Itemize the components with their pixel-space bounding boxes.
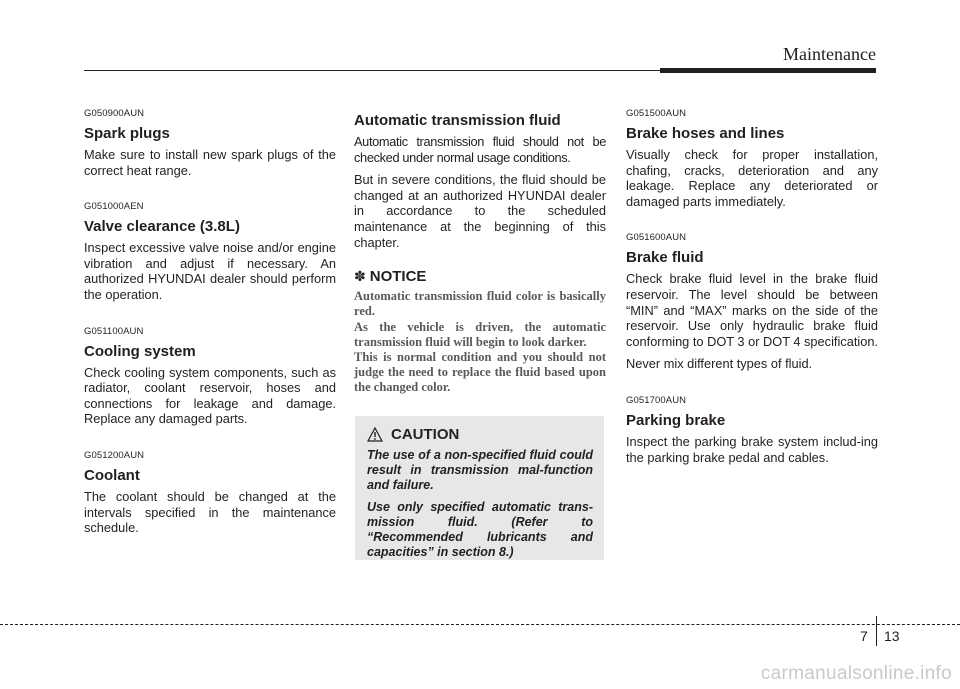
caution-title — [367, 426, 459, 443]
section-coolant — [84, 450, 336, 536]
section-parking-brake — [626, 395, 878, 465]
caution-body — [367, 448, 593, 567]
header-rule — [84, 70, 660, 71]
chapter-number: 7 — [860, 628, 868, 644]
caution-text: Use only specified automatic trans-mission fluid. (Refer to “Recommended lubricants and capacities” in section 8.) — [367, 500, 593, 559]
section-code: G051000AEN — [84, 201, 144, 213]
section-heading: Spark plugs — [84, 125, 170, 142]
section-heading: Brake hoses and lines — [626, 125, 785, 142]
section-heading: Coolant — [84, 466, 140, 484]
footer-rule — [0, 624, 960, 625]
section-heading: Cooling system — [84, 342, 196, 360]
middle-column — [354, 108, 606, 396]
section-valve-clearance — [84, 201, 336, 302]
section-text: But in severe conditions, the fluid should be changed at an authorized HYUNDAI dealer in accordance to the scheduled maintenance at the beginning of this chapter. — [354, 172, 606, 250]
notice-star-icon: ✽ — [354, 268, 366, 285]
section-text: Automatic transmission fluid should not be checked under normal usage conditions. — [354, 134, 606, 165]
section-text: Inspect excessive valve noise and/or engine vibration and adjust if necessary. An authorized HYUNDAI dealer should perform the operation. — [84, 240, 336, 302]
section-code: G051500AUN — [626, 108, 687, 119]
section-text: Visually check for proper installation, chafing, cracks, deterioration and any leakage. Replace any deteriorated or damaged parts immediately. — [626, 147, 878, 209]
page-number: 13 — [884, 628, 900, 644]
page-header-title: Maintenance — [783, 44, 876, 64]
section-code: G051200AUN — [84, 449, 145, 461]
section-heading: Brake fluid — [626, 249, 704, 267]
warning-triangle-icon — [367, 427, 383, 442]
section-spark-plugs — [84, 108, 336, 178]
header-rule-accent — [660, 68, 876, 73]
notice-text: As the vehicle is driven, the automatic transmission fluid will begin to look darker. — [354, 319, 606, 349]
section-heading: Automatic transmission fluid — [354, 112, 561, 129]
section-text: Inspect the parking brake system includ-ing the parking brake pedal and cables. — [626, 433, 878, 465]
right-column — [626, 108, 878, 472]
caution-text: The use of a non-specified fluid could result in transmission mal-function and failure. — [367, 448, 593, 492]
caution-box — [355, 416, 604, 560]
section-brake-fluid — [626, 232, 878, 372]
notice-text: Automatic transmission fluid color is basically red. — [354, 289, 606, 319]
page-number-divider — [876, 616, 877, 646]
watermark: carmanualsonline.info — [760, 663, 952, 684]
section-code: G050900AUN — [84, 108, 145, 119]
section-heading: Parking brake — [626, 411, 726, 429]
section-text: The coolant should be changed at the intervals specified in the maintenance schedule. — [84, 488, 336, 536]
section-code: G051600AUN — [626, 232, 687, 244]
notice-label: NOTICE — [369, 268, 427, 286]
notice-text: This is normal condition and you should not judge the need to replace the fluid based upon the changed color. — [354, 349, 606, 395]
caution-label: CAUTION — [391, 426, 460, 443]
section-text: Never mix different types of fluid. — [626, 356, 813, 372]
section-cooling-system — [84, 326, 336, 427]
left-column — [84, 108, 336, 543]
section-text: Check cooling system components, such as radiator, coolant reservoir, hoses and connections for leakage and damage. Replace any damaged parts. — [84, 364, 336, 427]
section-text: Check brake fluid level in the brake fluid reservoir. The level should be between “MIN” and “MAX” marks on the side of the reservoir. Use only hydraulic brake fluid conforming to DOT 3 or DOT 4 specification. — [626, 271, 879, 349]
section-code: G051100AUN — [84, 325, 144, 337]
section-code: G051700AUN — [626, 394, 687, 406]
section-heading: Valve clearance (3.8L) — [84, 218, 240, 236]
section-brake-hoses — [626, 108, 878, 209]
section-text: Make sure to install new spark plugs of the correct heat range. — [84, 147, 336, 178]
notice-title — [354, 268, 606, 285]
